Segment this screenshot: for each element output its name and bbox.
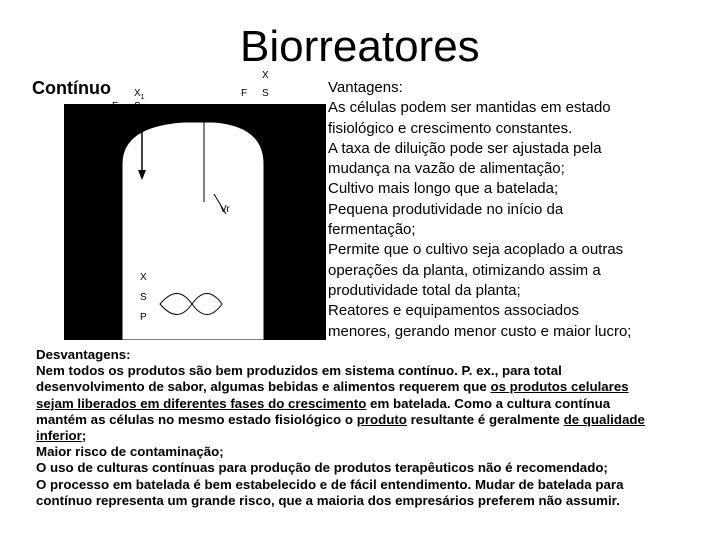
slide-title: Biorreatores xyxy=(240,22,480,71)
advantage-line: fermentação; xyxy=(328,221,416,239)
advantage-line: Reatores e equipamentos associados xyxy=(328,302,579,320)
bioreactor-diagram xyxy=(64,104,326,340)
disadvantage-line: sejam liberados em diferentes fases do crescimento em batelada. Como a cultura contínua xyxy=(36,395,611,411)
advantage-line: Permite que o cultivo seja acoplado a outras xyxy=(328,241,624,259)
diagram-label-in-x: $X_1$ xyxy=(134,88,145,101)
diagram-label-s: S xyxy=(140,292,147,303)
advantage-line: operações da planta, otimizando assim a xyxy=(328,261,601,279)
diagram-label-x: X xyxy=(140,272,147,283)
disadvantage-line: Maior risco de contaminação; xyxy=(36,444,224,460)
disadvantage-line: contínuo representa um grande risco, que a maioria dos empresários preferem não assumir. xyxy=(36,492,620,508)
advantage-line: Cultivo mais longo que a batelada; xyxy=(328,180,559,198)
advantages-heading: Vantagens: xyxy=(328,79,403,96)
continuous-label: Contínuo xyxy=(32,78,111,98)
diagram-label-p: P xyxy=(140,312,147,323)
disadvantages-heading: Desvantagens: xyxy=(36,347,131,362)
advantages-list xyxy=(328,78,698,342)
diagram-label-out-f: F xyxy=(241,88,248,99)
disadvantages-block xyxy=(36,347,696,509)
disadvantage-line: O uso de culturas contínuas para produção de produtos terapêuticos não é recomendado; xyxy=(36,460,608,476)
advantage-line: A taxa de diluição pode ser ajustada pela xyxy=(328,139,602,157)
advantage-line: menores, gerando menor custo e maior lucro; xyxy=(328,322,632,340)
disadvantage-line: Nem todos os produtos são bem produzidos em sistema contínuo. P. ex., para total xyxy=(36,363,562,379)
diagram-label-vr: Vr xyxy=(220,204,230,215)
diagram-label-out-s: S xyxy=(262,88,269,99)
disadvantage-line: desenvolvimento de sabor, algumas bebidas e alimentos requerem que os produtos celulares xyxy=(36,379,629,395)
disadvantage-line: O processo em batelada é bem estabelecido e de fácil entendimento. Mudar de batelada para xyxy=(36,476,624,492)
advantage-line: As células podem ser mantidas em estado xyxy=(328,99,611,117)
vessel-shape xyxy=(122,122,264,340)
advantage-line: produtividade total da planta; xyxy=(328,281,521,299)
advantage-line: Pequena produtividade no início da xyxy=(328,200,564,218)
advantage-line: mudança na vazão de alimentação; xyxy=(328,160,565,178)
disadvantage-line: mantém as células no mesmo estado fisiológico o produto resultante é geralmente de qualidade xyxy=(36,411,645,427)
advantage-line: fisiológico e crescimento constantes. xyxy=(328,119,573,137)
disadvantage-line: inferior; xyxy=(36,428,87,444)
diagram-label-top-x: X xyxy=(262,70,269,81)
